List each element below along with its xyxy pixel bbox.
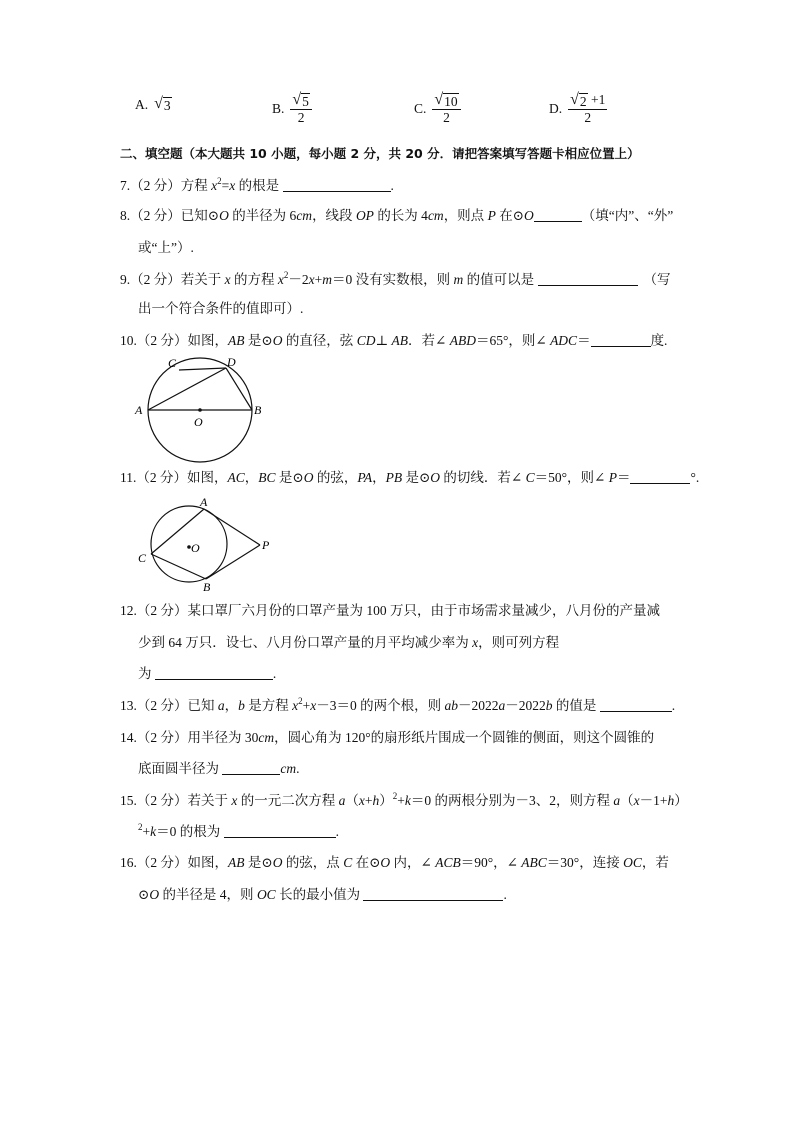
radicand: 10	[444, 94, 458, 109]
text: .	[335, 824, 339, 839]
var: a	[498, 698, 506, 713]
answer-blank[interactable]	[538, 273, 638, 286]
var: b	[545, 698, 553, 713]
question-9-cont: 出一个符合条件的值即可）.	[138, 301, 304, 316]
unit: cm	[258, 730, 275, 745]
chord-cd	[179, 368, 226, 370]
option-a-label: A.	[135, 96, 149, 112]
score: （2 分）	[136, 333, 188, 348]
exponent: 2	[138, 822, 143, 832]
option-d-label: D.	[549, 101, 563, 116]
text: .	[390, 178, 394, 193]
text: 的值可以是	[463, 272, 538, 287]
option-b-label: B.	[272, 101, 285, 116]
text: ，	[244, 470, 259, 485]
text: ．若∠	[408, 333, 450, 348]
var: O	[219, 208, 229, 223]
score: （2 分）	[136, 470, 187, 485]
answer-blank[interactable]	[600, 699, 672, 712]
tangent-pb	[206, 545, 260, 579]
text: －2	[288, 272, 309, 287]
var: a	[217, 698, 225, 713]
score: （2 分）	[130, 272, 181, 287]
var: PB	[385, 470, 403, 485]
question-8-cont: 或“上”）.	[138, 240, 194, 255]
label-c: C	[138, 551, 147, 565]
text: 的值是	[552, 698, 600, 713]
text: －1+	[639, 793, 668, 808]
question-number: 12.	[120, 603, 137, 618]
unit: cm	[296, 208, 313, 223]
question-9	[120, 271, 671, 289]
var: a	[613, 793, 621, 808]
question-12-cont	[138, 634, 559, 652]
text: 是⊙	[244, 855, 273, 870]
var: x	[633, 793, 640, 808]
var: ACB	[435, 855, 461, 870]
radicand: 2	[579, 94, 587, 109]
var: C	[343, 855, 353, 870]
var: k	[404, 793, 411, 808]
var: AB	[228, 333, 245, 348]
text: 如图，	[187, 855, 228, 870]
text: 在⊙	[352, 855, 381, 870]
text: 在⊙	[495, 208, 524, 223]
var: O	[272, 855, 283, 870]
question-number: 10.	[120, 333, 137, 348]
text: （填“内”、“外”	[581, 208, 674, 223]
var: O	[272, 333, 283, 348]
text: ＝90°，∠	[460, 855, 522, 870]
exponent: 2	[283, 270, 289, 280]
text: 用半径为 30	[187, 730, 259, 745]
figure-tangent-lines	[134, 494, 284, 594]
var: P	[608, 470, 617, 485]
var: O	[430, 470, 441, 485]
score: （2 分）	[136, 855, 188, 870]
text: 已知	[187, 698, 218, 713]
label-a: A	[200, 495, 208, 509]
segment-ad	[148, 368, 226, 410]
option-c	[414, 92, 461, 126]
var: x	[277, 272, 284, 287]
text: 的弦，	[313, 470, 358, 485]
answer-blank[interactable]	[534, 209, 582, 222]
radical-sign: √	[570, 91, 579, 108]
exponent: 2	[392, 791, 398, 801]
unit: cm	[427, 208, 444, 223]
label-a: A	[135, 403, 143, 417]
score: （2 分）	[136, 730, 188, 745]
text: ＝	[577, 333, 591, 348]
var: x	[358, 793, 365, 808]
question-12-cont2	[138, 665, 276, 683]
label-c: C	[168, 356, 177, 370]
text: +	[397, 793, 405, 808]
var: O	[380, 855, 391, 870]
text: 的方程	[230, 272, 278, 287]
var: x	[211, 178, 218, 193]
text: 的一元二次方程	[237, 793, 339, 808]
score: （2 分）	[130, 178, 181, 193]
question-number: 8.	[120, 208, 131, 223]
var: b	[238, 698, 245, 713]
text: .	[671, 698, 676, 713]
var: ABD	[449, 333, 476, 348]
tangent-pa	[204, 509, 260, 545]
answer-blank[interactable]	[283, 179, 391, 192]
var: x	[224, 272, 231, 287]
text: ＝0 没有实数根，则	[332, 272, 454, 287]
text: 某口罩厂六月份的口罩产量为 100 万只，由于市场需求量减少，八月份的产量减	[187, 603, 660, 618]
denominator: 2	[297, 110, 305, 125]
exponent: 2	[217, 176, 222, 186]
text: 如图，	[187, 470, 228, 485]
var: CD	[356, 333, 376, 348]
text: 如图，	[187, 333, 228, 348]
text: （写	[643, 272, 671, 287]
var: OP	[355, 208, 374, 223]
question-14-cont	[138, 760, 300, 778]
option-d	[549, 92, 607, 126]
text: +	[142, 824, 151, 839]
question-10	[120, 332, 667, 350]
option-c-label: C.	[414, 101, 427, 116]
var: BC	[258, 470, 276, 485]
chord-bc	[151, 554, 206, 579]
var: a	[338, 793, 346, 808]
var: O	[524, 208, 534, 223]
var: x	[472, 635, 479, 650]
center-dot	[198, 408, 202, 412]
text: 的弦，点	[282, 855, 344, 870]
question-11	[120, 469, 699, 487]
text: 为	[138, 666, 155, 681]
text: 是方程	[244, 698, 293, 713]
question-12	[120, 602, 660, 620]
var: ADC	[550, 333, 578, 348]
question-number: 9.	[120, 272, 131, 287]
label-d: D	[227, 355, 236, 369]
text: +	[364, 793, 373, 808]
text: ，	[372, 470, 386, 485]
radicand: 3	[163, 98, 171, 113]
text: ＝	[616, 470, 631, 485]
text: .	[296, 761, 300, 776]
text: －2022	[458, 698, 499, 713]
text: 度.	[650, 333, 668, 348]
text: ，线段	[312, 208, 356, 223]
question-16	[120, 854, 669, 872]
label-o: O	[194, 415, 203, 429]
score: （2 分）	[136, 698, 188, 713]
var: m	[453, 272, 464, 287]
answer-blank[interactable]	[222, 762, 280, 775]
section-heading: 二、填空题（本大题共 10 小题，每小题 2 分，共 20 分．请把答案填写答题卡相应位置上）	[120, 146, 640, 161]
option-b	[272, 92, 312, 126]
text: 底面圆半径为	[138, 761, 223, 776]
answer-blank[interactable]	[591, 334, 651, 347]
question-7	[120, 177, 394, 195]
answer-blank[interactable]	[155, 667, 273, 680]
text: ＝0 的根为	[156, 824, 224, 839]
text: °.	[690, 470, 700, 485]
radical-sign: √	[292, 91, 302, 108]
var: x	[308, 272, 315, 287]
text: =	[221, 178, 230, 193]
text: ）	[674, 793, 688, 808]
text: 方程	[180, 178, 212, 193]
question-number: 16.	[120, 855, 137, 870]
question-16-cont	[138, 886, 507, 904]
unit: cm	[280, 761, 297, 776]
var: h	[667, 793, 675, 808]
sqrt-expression	[154, 96, 172, 113]
text: 长的最小值为	[275, 887, 364, 902]
fraction	[568, 92, 607, 126]
question-number: 7.	[120, 178, 131, 193]
var: AC	[227, 470, 245, 485]
var: PA	[357, 470, 373, 485]
text: 是⊙	[402, 470, 431, 485]
text: ＝50°，则∠	[534, 470, 609, 485]
var: m	[322, 272, 332, 287]
text: ＝30°，连接	[546, 855, 624, 870]
text: 的根是	[235, 178, 283, 193]
question-number: 11.	[120, 470, 137, 485]
question-14	[120, 729, 654, 747]
option-a	[135, 96, 172, 113]
answer-blank[interactable]	[363, 888, 503, 901]
text: +	[314, 272, 323, 287]
plus-one: +1	[587, 92, 606, 107]
text: ＝65°，则∠	[475, 333, 551, 348]
text: 是⊙	[244, 333, 273, 348]
denominator: 2	[443, 110, 450, 125]
var: x	[292, 698, 299, 713]
text: 若关于	[180, 272, 225, 287]
var: ABC	[521, 855, 547, 870]
radicand: 5	[302, 94, 309, 109]
var: k	[150, 824, 157, 839]
label-p: P	[262, 538, 270, 552]
text: ）	[379, 793, 393, 808]
question-15-cont	[138, 823, 339, 841]
fraction	[290, 92, 312, 126]
answer-blank[interactable]	[630, 471, 690, 484]
text: 少到 64 万只．设七、八月份口罩产量的月平均减少率为	[138, 635, 473, 650]
text: －3＝0 的两个根，则	[316, 698, 445, 713]
text: 若关于	[187, 793, 232, 808]
var: h	[372, 793, 380, 808]
text: ，若	[641, 855, 669, 870]
question-8	[120, 207, 673, 225]
var: P	[487, 208, 496, 223]
exponent: 2	[298, 696, 303, 706]
var: x	[310, 698, 317, 713]
var: AB	[391, 333, 409, 348]
text: ，则可列方程	[478, 635, 560, 650]
text: ⊥	[375, 333, 392, 348]
question-number: 14.	[120, 730, 137, 745]
var: O	[149, 887, 160, 902]
var: x	[229, 178, 236, 193]
text: 已知⊙	[180, 208, 220, 223]
text: .	[503, 887, 507, 902]
radical-sign: √	[154, 95, 163, 112]
text: ，	[224, 698, 239, 713]
score: （2 分）	[136, 603, 188, 618]
var: C	[525, 470, 535, 485]
label-o: O	[191, 541, 200, 555]
answer-blank[interactable]	[224, 825, 336, 838]
text: －2022	[505, 698, 546, 713]
text: 是⊙	[275, 470, 304, 485]
text: （	[345, 793, 359, 808]
text: ，圆心角为 120°的扇形纸片围成一个圆锥的侧面，则这个圆锥的	[274, 730, 655, 745]
var: OC	[623, 855, 642, 870]
text: 的长为 4	[373, 208, 428, 223]
label-b: B	[203, 580, 211, 594]
fraction	[432, 92, 460, 126]
question-15	[120, 792, 688, 810]
text: ⊙	[138, 887, 150, 902]
text: .	[272, 666, 277, 681]
text: ＝0 的两根分别为－3、2，则方程	[410, 793, 614, 808]
radical-sign: √	[434, 91, 444, 108]
denominator: 2	[584, 110, 592, 125]
question-13	[120, 697, 675, 715]
text: 的直径，弦	[282, 333, 357, 348]
text: 的切线．若∠	[440, 470, 526, 485]
question-number: 15.	[120, 793, 137, 808]
var: OC	[256, 887, 276, 902]
question-number: 13.	[120, 698, 137, 713]
score: （2 分）	[130, 208, 181, 223]
text: 的半径是 4，则	[159, 887, 257, 902]
var: AB	[228, 855, 245, 870]
var: x	[231, 793, 238, 808]
text: +	[302, 698, 311, 713]
score: （2 分）	[136, 793, 188, 808]
text: 内，∠	[390, 855, 436, 870]
label-b: B	[254, 403, 262, 417]
var: O	[303, 470, 314, 485]
text: 的半径为 6	[228, 208, 297, 223]
text: ，则点	[443, 208, 488, 223]
figure-circle-diameter	[132, 352, 277, 464]
text: （	[620, 793, 634, 808]
var: ab	[444, 698, 458, 713]
